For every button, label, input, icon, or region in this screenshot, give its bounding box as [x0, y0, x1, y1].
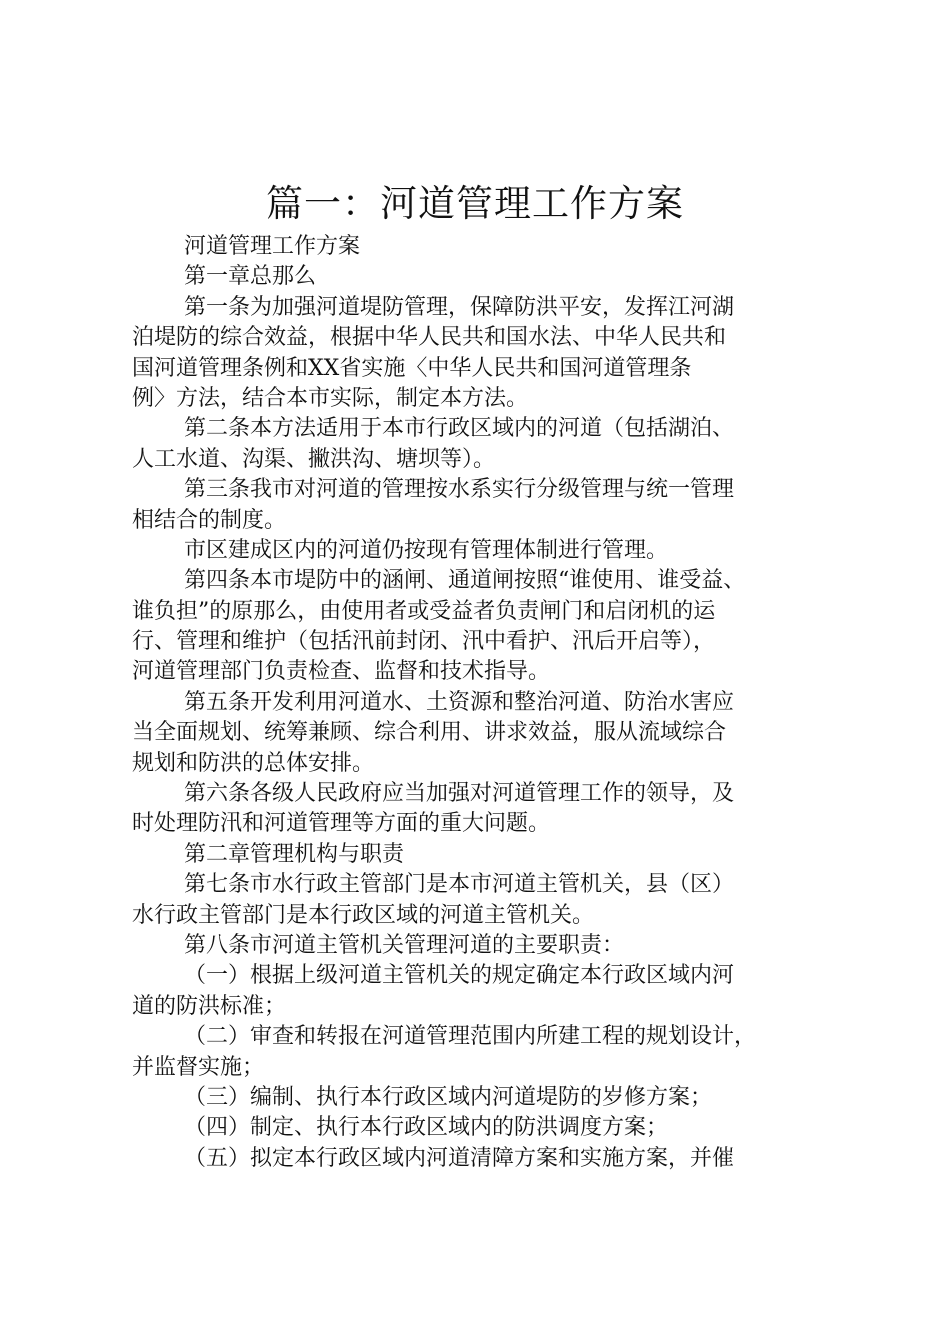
body-line: 谁负担”的原那么，由使用者或受益者负责闸门和启闭机的运 — [132, 598, 716, 624]
body-line: （二）审查和转报在河道管理范围内所建工程的规划设计， — [184, 1024, 757, 1050]
document-body — [132, 232, 832, 1174]
body-line: 道的防洪标准； — [132, 993, 287, 1019]
body-line: 例〉方法，结合本市实际，制定本方法。 — [132, 385, 529, 411]
body-line: 河道管理部门负责检查、监督和技术指导。 — [132, 659, 551, 685]
body-line: （五）拟定本行政区域内河道清障方案和实施方案，并催 — [184, 1145, 735, 1171]
body-line: 第一章总那么 — [184, 264, 317, 290]
body-line: 第二章管理机构与职责 — [184, 841, 405, 867]
body-line: （四）制定、执行本行政区域内的防洪调度方案； — [184, 1115, 669, 1141]
body-line: 第四条本市堤防中的涵闸、通道闸按照“谁使用、谁受益、 — [184, 568, 746, 594]
body-line: 第一条为加强河道堤防管理，保障防洪平安，发挥江河湖 — [184, 294, 735, 320]
body-line: 时处理防汛和河道管理等方面的重大问题。 — [132, 811, 551, 837]
body-line: 国河道管理条例和XX省实施〈中华人民共和国河道管理条 — [132, 355, 692, 381]
body-line: 行、管理和维护（包括汛前封闭、汛中看护、汛后开启等）， — [132, 629, 716, 655]
body-line: 河道管理工作方案 — [184, 234, 361, 259]
body-line: 规划和防洪的总体安排。 — [132, 750, 375, 776]
body-line: 市区建成区内的河道仍按现有管理体制进行管理。 — [184, 537, 669, 563]
body-line: 第六条各级人民政府应当加强对河道管理工作的领导，及 — [184, 781, 735, 807]
body-line: 第五条开发利用河道水、土资源和整治河道、防治水害应 — [184, 689, 735, 715]
body-line: （一）根据上级河道主管机关的规定确定本行政区域内河 — [184, 963, 735, 989]
body-line: （三）编制、执行本行政区域内河道堤防的岁修方案； — [184, 1084, 713, 1110]
body-line: 第二条本方法适用于本市行政区域内的河道（包括湖泊、 — [184, 416, 735, 442]
body-line: 并监督实施； — [132, 1054, 265, 1080]
body-line: 当全面规划、统筹兼顾、综合利用、讲求效益，服从流域综合 — [132, 720, 727, 746]
body-line: 第八条市河道主管机关管理河道的主要职责： — [184, 932, 625, 958]
body-line: 第三条我市对河道的管理按水系实行分级管理与统一管理 — [184, 477, 735, 503]
body-line: 泊堤防的综合效益，根据中华人民共和国水法、中华人民共和 — [132, 325, 727, 351]
body-line: 水行政主管部门是本行政区域的河道主管机关。 — [132, 902, 595, 928]
body-line: 第七条市水行政主管部门是本市河道主管机关，县（区） — [184, 872, 735, 898]
body-line: 相结合的制度。 — [132, 507, 287, 533]
document-title: 篇一：河道管理工作方案 — [266, 182, 684, 225]
body-line: 人工水道、沟渠、撇洪沟、塘坝等）。 — [132, 446, 496, 472]
